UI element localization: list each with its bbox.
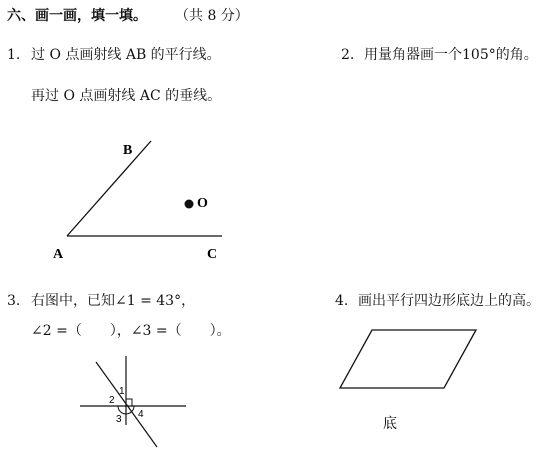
section-title-text: 六、画一画，填一填。 — [7, 8, 147, 24]
q1-number: 1. — [7, 47, 21, 63]
q1-angle-figure — [53, 141, 222, 262]
q2-number: 2. — [341, 47, 355, 63]
label-b: B — [123, 143, 133, 158]
base-label: 底 — [383, 416, 397, 432]
q2-angle: 105° — [462, 47, 496, 63]
q1-line1: 过 O 点画射线 AB 的平行线。 — [31, 47, 221, 63]
q2-text-after: 的角。 — [495, 47, 538, 63]
label-c: C — [207, 247, 218, 262]
q3-line2: ∠2 =（ ），∠3 =（ ）。 — [31, 323, 231, 339]
q2-text-before: 用量角器画一个 — [364, 47, 462, 63]
q4-text: 画出平行四边形底边上的高。 — [358, 293, 540, 309]
label-a: A — [53, 247, 64, 262]
section-score: （共 8 分） — [175, 8, 249, 24]
angle-label-3: 3 — [116, 414, 122, 425]
label-o: O — [197, 196, 208, 211]
q3-line1: 右图中，已知∠1 = 43°， — [31, 293, 196, 309]
angle-label-2: 2 — [109, 395, 115, 406]
q1-line2: 再过 O 点画射线 AC 的垂线。 — [31, 88, 222, 104]
angle-label-4: 4 — [138, 409, 144, 420]
q3-lines-figure — [80, 356, 186, 447]
q4-number: 4. — [335, 293, 349, 309]
point-o — [185, 200, 194, 209]
parallelogram — [340, 330, 476, 388]
q3-number: 3. — [7, 293, 21, 309]
angle-label-1: 1 — [119, 386, 125, 397]
ray-ab — [67, 141, 151, 236]
q4-parallelogram-figure — [340, 330, 476, 432]
